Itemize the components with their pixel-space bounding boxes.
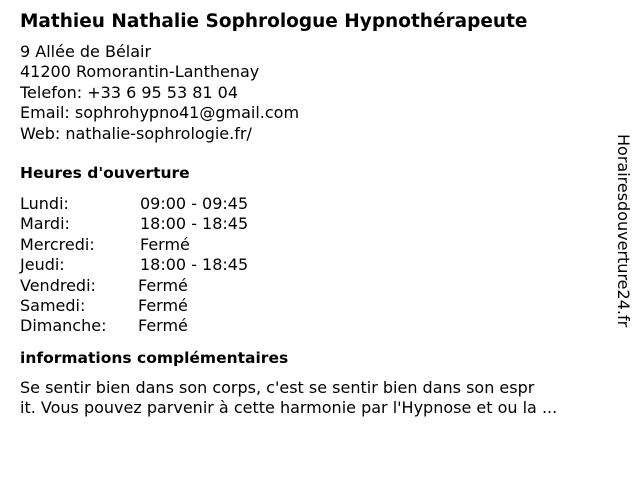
- day-label: Mercredi:: [20, 234, 95, 254]
- time-value: 09:00 - 09:45: [140, 194, 249, 214]
- time-value: Fermé: [138, 295, 188, 315]
- hours-row-sunday: [20, 316, 610, 336]
- opening-hours-table: [20, 194, 610, 337]
- hours-row-wednesday: [20, 235, 610, 255]
- contact-block: [20, 42, 610, 144]
- day-label: Mardi:: [20, 214, 70, 234]
- day-label: Jeudi:: [20, 255, 65, 275]
- day-label: Dimanche:: [20, 316, 107, 336]
- address-street: 9 Allée de Bélair: [20, 42, 152, 61]
- business-name: Mathieu Nathalie Sophrologue Hypnothérapeute: [20, 11, 528, 32]
- day-label: Samedi:: [20, 295, 86, 315]
- info-text-line: Se sentir bien dans son corps, c'est se sentir bien dans son espr: [20, 377, 535, 397]
- hours-row-monday: [20, 194, 610, 214]
- site-watermark: Horairesdouverture24.fr: [614, 134, 633, 328]
- business-info-card: [20, 10, 610, 419]
- hours-row-friday: [20, 276, 610, 296]
- time-value: Fermé: [138, 316, 188, 336]
- time-value: 18:00 - 18:45: [140, 255, 249, 275]
- additional-info-text: [20, 378, 610, 419]
- additional-info-heading: informations complémentaires: [20, 348, 289, 367]
- hours-row-thursday: [20, 255, 610, 275]
- opening-hours-heading: Heures d'ouverture: [20, 164, 190, 183]
- time-value: 18:00 - 18:45: [140, 214, 249, 234]
- day-label: Vendredi:: [20, 275, 96, 295]
- address-city: 41200 Romorantin-Lanthenay: [20, 62, 260, 82]
- time-value: Fermé: [140, 234, 190, 254]
- hours-row-tuesday: [20, 214, 610, 234]
- hours-row-saturday: [20, 296, 610, 316]
- day-label: Lundi:: [20, 194, 69, 214]
- time-value: Fermé: [138, 275, 188, 295]
- phone-number: Telefon: +33 6 95 53 81 04: [20, 82, 239, 102]
- website-url: Web: nathalie-sophrologie.fr/: [20, 123, 252, 143]
- email-address: Email: sophrohypno41@gmail.com: [20, 103, 300, 123]
- info-text-line: it. Vous pouvez parvenir à cette harmonie par l'Hypnose et ou la ...: [20, 398, 558, 418]
